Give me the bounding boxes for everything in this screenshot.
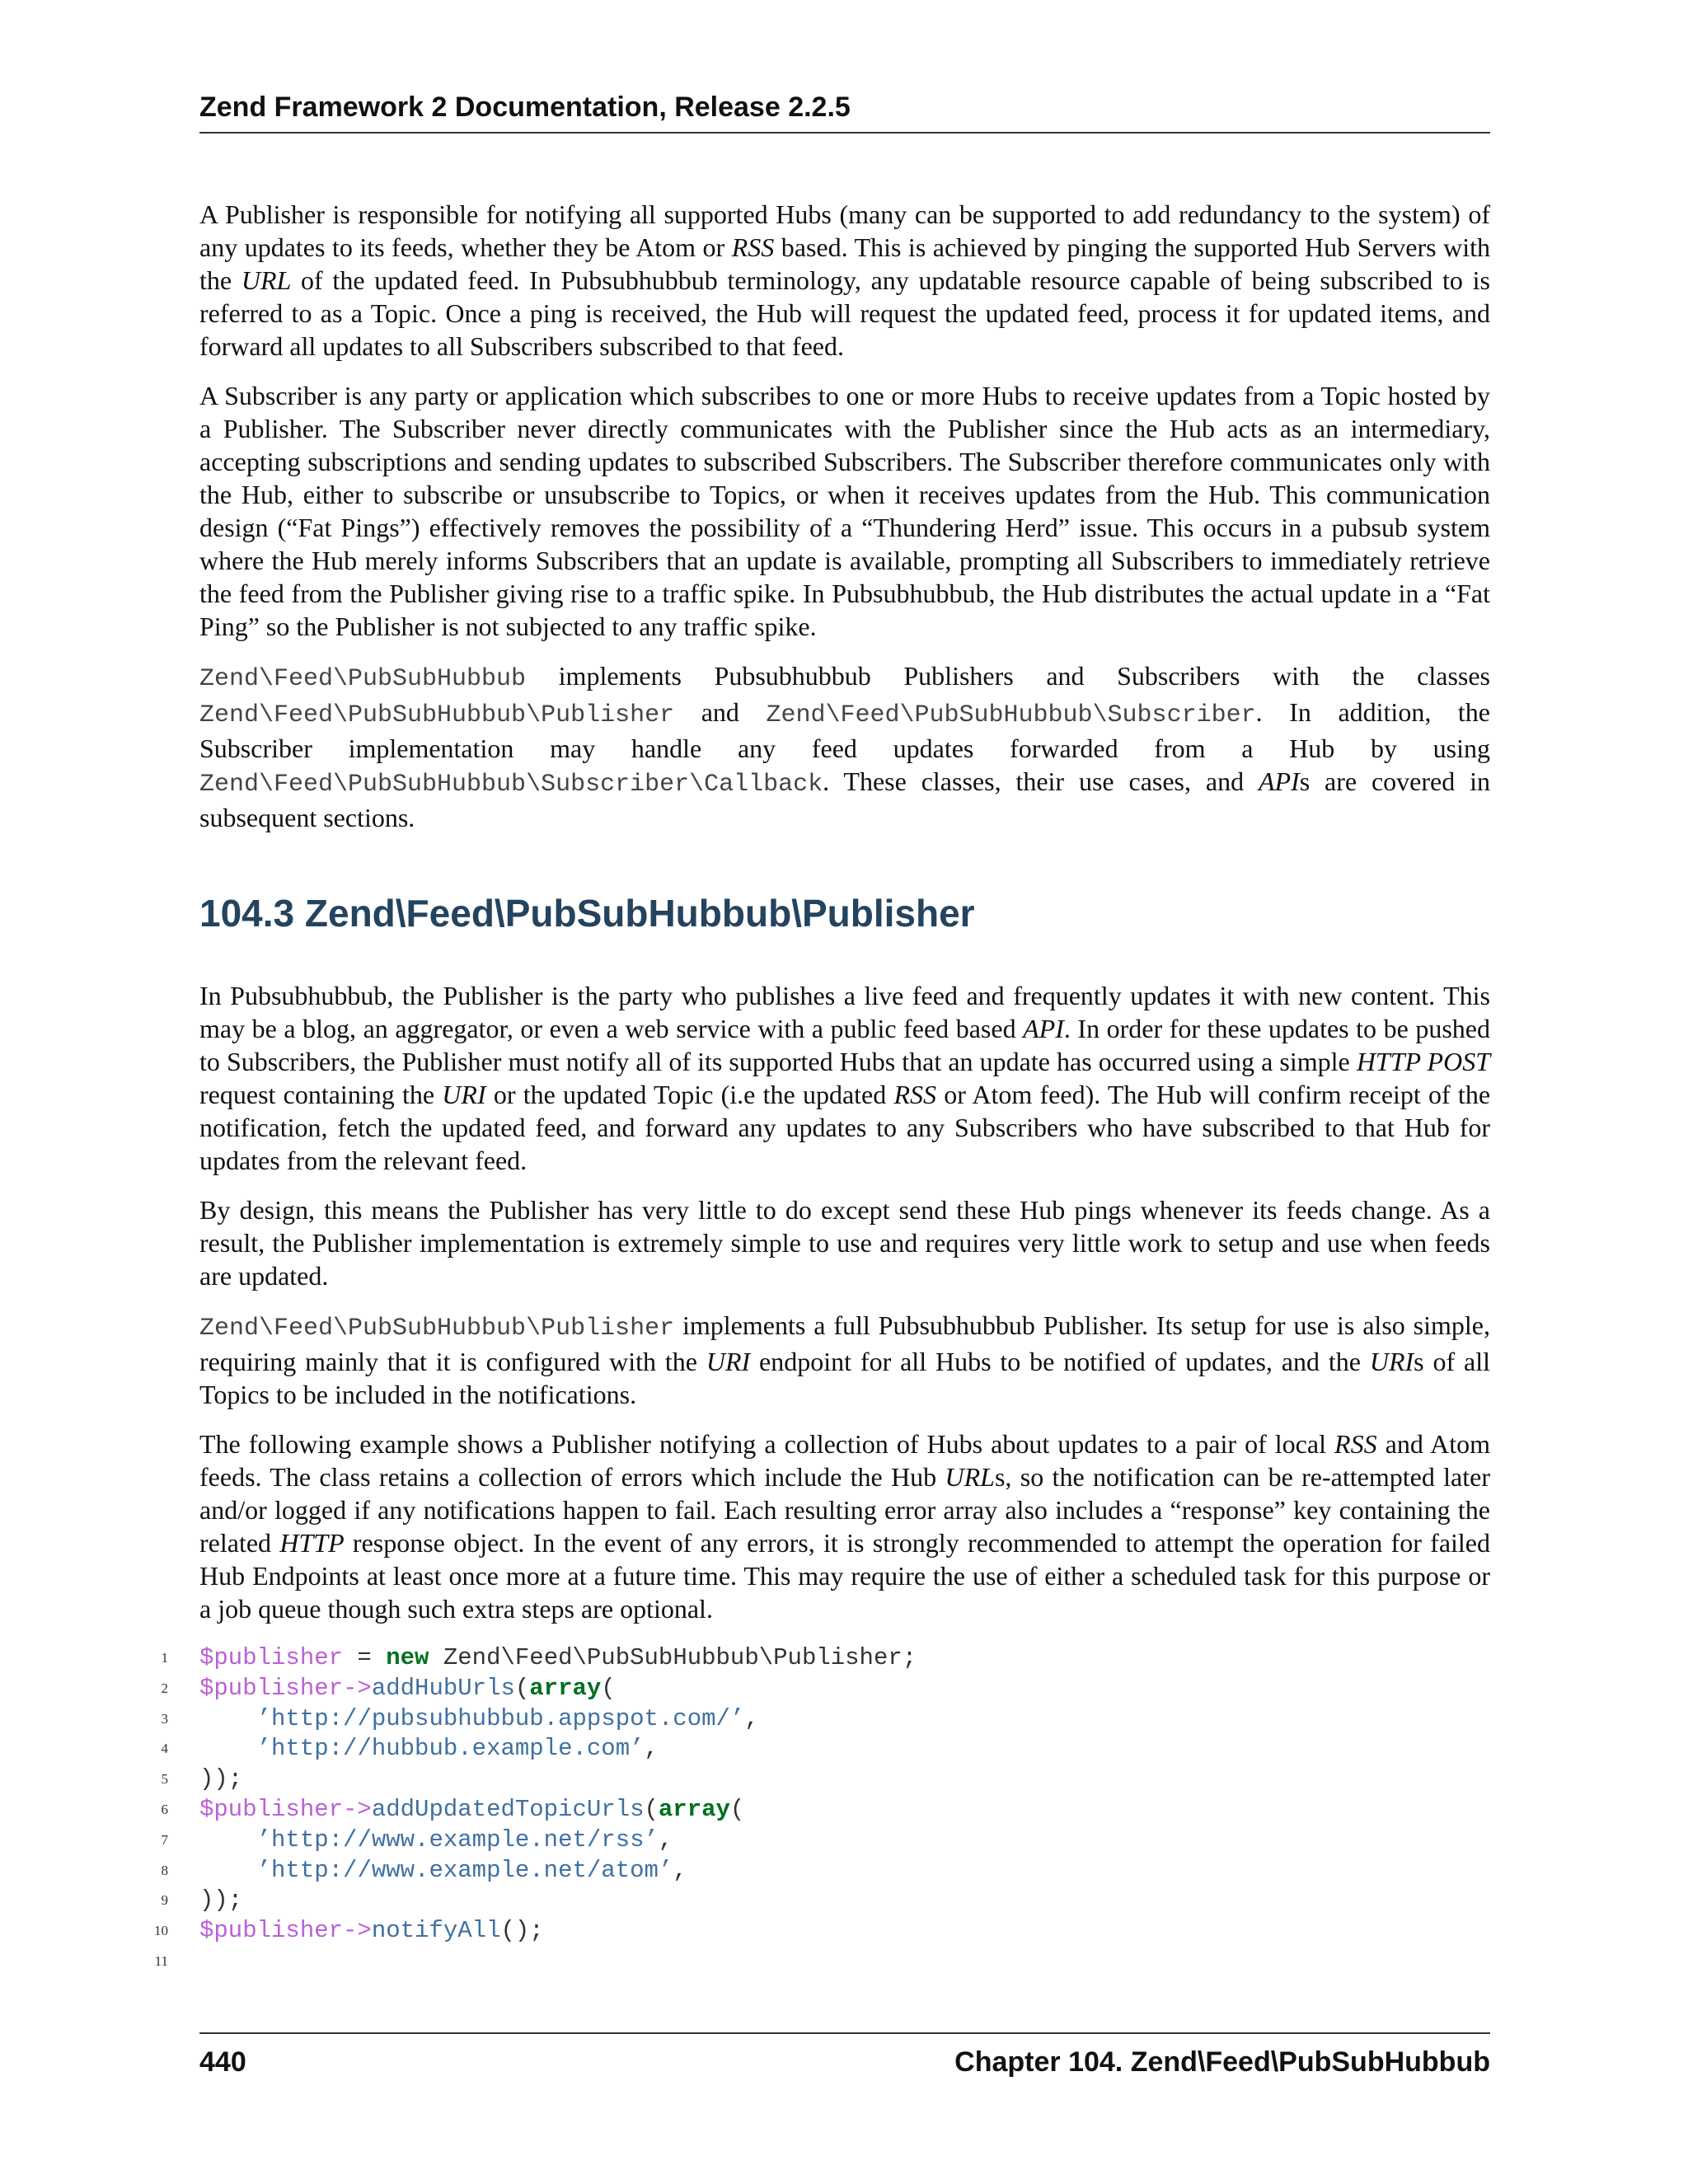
paragraph-example-intro: The following example shows a Publisher notifying a collection of Hubs about updates to a pair of local RSS and Atom feeds. The class retains a collection of errors which include the Hub URLs, so the notification can be re-attempted later and/or logged if any notifications happen to fail. Each resulting error array also includes a “response” key containing the related HTTP response object. In the event of any errors, it is strongly recommended to attempt the operation for failed Hub Endpoints at least once more at a future time. This may require the use of either a scheduled task for this purpose or a job queue though such extra steps are optional. — [199, 1429, 1491, 1624]
paragraph-design: By design, this means the Publisher has very little to do except send these Hub pings whenever its feeds change. As a result, the Publisher implementation is extremely simple to use and requires very little work to setup and use when feeds are updated. — [199, 1195, 1490, 1291]
paragraph-implementation: Zend\Feed\PubSubHubbub\Publisher implements a full Pubsubhubbub Publisher. Its setup for use is also simple, requiring mainly that it is configured with the URI endpoint for all Hubs to be notified of updates, and the URIs of all Topics to be included in the notifications. — [199, 1310, 1491, 1409]
code-line: 7 ’http://www.example.net/rss’, — [140, 1825, 1492, 1856]
page-number: 440 — [199, 2046, 246, 2078]
section-heading: 104.3 Zend\Feed\PubSubHubbub\Publisher — [199, 892, 975, 935]
paragraph-subscriber-intro: A Subscriber is any party or application which subscribes to one or more Hubs to receive updates from a Topic hosted by a Publisher. The Subscriber never directly communicates with the Publisher since the Hub acts as an intermediary, accepting subscriptions and sending updates to subscribed Subscribers. The Subscriber therefore communicates only with the Hub, either to subscribe or unsubscribe to Topics, or when it receives updates from the Hub. This communication design (“Fat Pings”) effectively removes the possibility of a “Thundering Herd” issue. This occurs in a pubsub system where the Hub merely informs Subscribers that an update is available, prompting all Subscribers to immediately retrieve the feed from the Publisher giving rise to a traffic spike. In Pubsubhubbub, the Hub distributes the actual update in a “Fat Ping” so the Publisher is not subjected to any traffic spike. — [199, 381, 1490, 641]
running-footer — [199, 2032, 1490, 2078]
line-number: 2 — [161, 1680, 168, 1696]
paragraph-publisher-role: In Pubsubhubbub, the Publisher is the party who publishes a live feed and frequently updates it with new content. This may be a blog, an aggregator, or even a web service with a public feed based API. In order for these updates to be pushed to Subscribers, the Publisher must notify all of its supported Hubs that an update has occurred using a simple HTTP POST request containing the URI or the updated Topic (i.e the updated RSS or Atom feed). The Hub will confirm receipt of the notification, fetch the updated feed, and forward any updates to any Subscribers who have subscribed to that Hub for updates from the relevant feed. — [199, 981, 1491, 1175]
page-body — [199, 198, 1490, 1642]
line-number: 4 — [161, 1741, 168, 1757]
line-number: 11 — [154, 1952, 168, 1969]
code-line: 1 $publisher = new Zend\Feed\PubSubHubbub\Publisher; — [140, 1643, 1492, 1674]
paragraph-publisher-intro: A Publisher is responsible for notifying all supported Hubs (many can be supported to add redundancy to the system) of any updates to its feeds, whether they be Atom or RSS based. This is achieved by pinging the supported Hub Servers with the URL of the updated feed. In Pubsubhubbub terminology, any updatable resource capable of being subscribed to is referred to as a Topic. Once a ping is received, the Hub will request the updated feed, process it for updated items, and forward all updates to all Subscribers subscribed to that feed. — [199, 199, 1491, 361]
code-line: 8 ’http://www.example.net/atom’, — [140, 1856, 1492, 1886]
code-line: 2 $publisher->addHubUrls(array( — [140, 1674, 1492, 1704]
line-number: 8 — [161, 1862, 168, 1878]
code-line: 6 $publisher->addUpdatedTopicUrls(array( — [140, 1795, 1492, 1825]
paragraph-classes: Zend\Feed\PubSubHubbub implements Pubsubhubbub Publishers and Subscribers with the classes Zend\Feed\PubSubHubbub\Publisher and Zend\Feed\PubSubHubbub\Subscriber. In addition, the Subscriber implementation may handle any feed updates forwarded from a Hub by using Zend\Feed\PubSubHubbub\Subscriber\Callback. These classes, their use cases, and APIs are covered in subsequent sections. — [199, 661, 1490, 832]
running-header: Zend Framework 2 Documentation, Release 2.2.5 — [199, 89, 1490, 134]
line-number: 6 — [161, 1801, 168, 1817]
code-line: 10 $publisher->notifyAll(); — [140, 1916, 1492, 1947]
line-number: 7 — [161, 1831, 168, 1848]
code-line — [140, 1947, 1492, 1977]
line-number: 5 — [161, 1771, 168, 1788]
code-line: 4 ’http://hubbub.example.com’, — [140, 1734, 1492, 1765]
code-line: 5 )); — [140, 1765, 1492, 1795]
line-number: 9 — [161, 1892, 168, 1909]
line-number: 1 — [161, 1650, 168, 1666]
line-number: 3 — [161, 1710, 168, 1727]
code-line: 9 )); — [140, 1886, 1492, 1916]
chapter-title: Chapter 104. Zend\Feed\PubSubHubbub — [954, 2046, 1490, 2078]
code-line: 3 ’http://pubsubhubbub.appspot.com/’, — [140, 1704, 1492, 1735]
line-number: 10 — [154, 1923, 168, 1939]
code-block — [140, 1643, 1492, 1977]
